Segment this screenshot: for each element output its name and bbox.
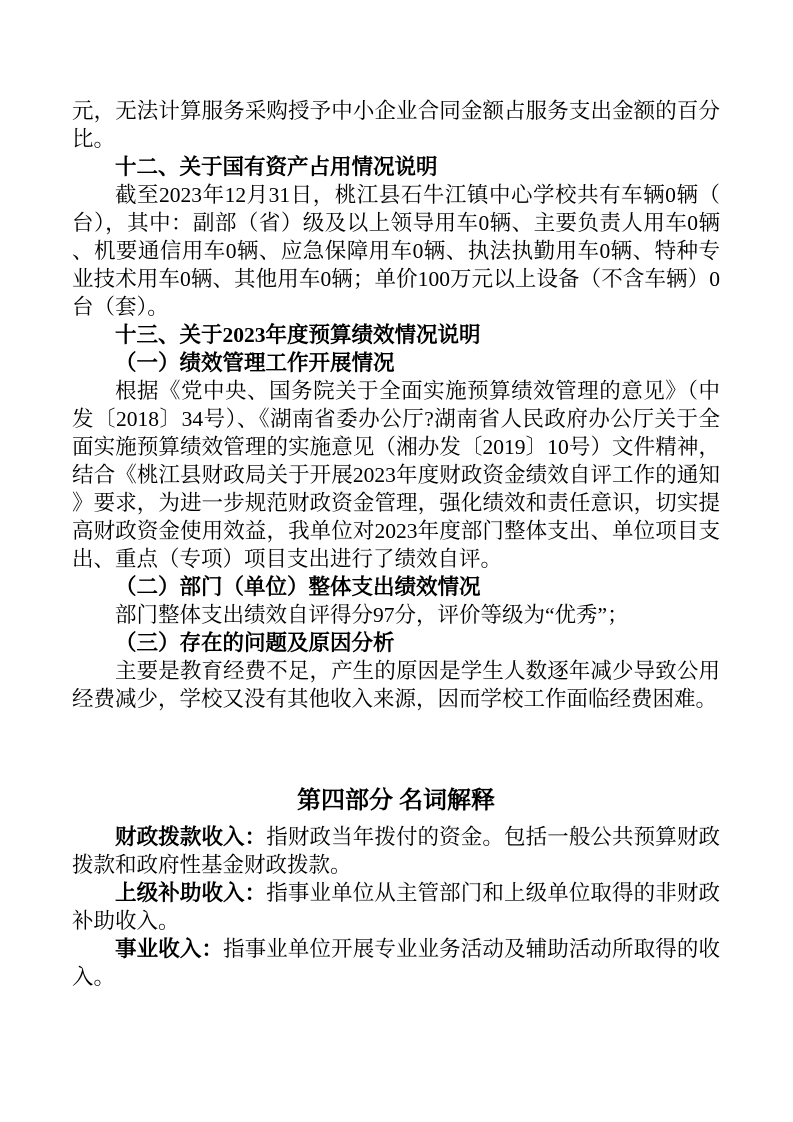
term-definition-operating-income (72, 935, 720, 991)
part-4-title: 第四部分 名词解释 (297, 788, 495, 814)
term-definition-text: 指事业单位从主管部门和上级单位取得的非财政补助收入。 (72, 881, 720, 933)
term-name: 事业收入： (115, 937, 224, 961)
term-definition-fiscal-appropriation (72, 823, 720, 879)
section-13-sub2-heading: （二）部门（单位）整体支出绩效情况 (115, 575, 481, 599)
part-4-section (72, 783, 720, 991)
paragraph-continuation: 元，无法计算服务采购授予中小企业合同金额占服务支出金额的百分比。 (72, 99, 720, 151)
term-definition-text: 指事业单位开展专业业务活动及辅助活动所取得的收入。 (72, 937, 720, 989)
term-definition-text: 指财政当年拨付的资金。包括一般公共预算财政拨款和政府性基金财政拨款。 (72, 825, 720, 877)
section-12-paragraph: 截至2023年12月31日，桃江县石牛江镇中心学校共有车辆0辆（台），其中：副部（省）级及以上领导用车0辆、主要负责人用车0辆、机要通信用车0辆、应急保障用车0辆、执法执勤用车0辆、特种专业技术用车0辆、其他用车0辆；单价100万元以上设备（不含车辆）0台（套）。 (72, 183, 720, 319)
section-12-heading: 十二、关于国有资产占用情况说明 (115, 155, 438, 179)
term-name: 财政拨款收入： (115, 825, 267, 849)
term-definition-superior-subsidy (72, 879, 720, 935)
term-name: 上级补助收入： (115, 881, 267, 905)
text-column (72, 97, 720, 991)
section-13-heading: 十三、关于2023年度预算绩效情况说明 (115, 323, 481, 347)
section-13-sub3-paragraph: 主要是教育经费不足，产生的原因是学生人数逐年减少导致公用经费减少，学校又没有其他收入来源，因而学校工作面临经费困难。 (72, 659, 720, 711)
section-13-sub1-heading: （一）绩效管理工作开展情况 (115, 351, 395, 375)
section-13-sub3-heading: （三）存在的问题及原因分析 (115, 631, 395, 655)
section-13-sub1-paragraph: 根据《党中央、国务院关于全面实施预算绩效管理的意见》（中发〔2018〕34号）、《湖南省委办公厅?湖南省人民政府办公厅关于全面实施预算绩效管理的实施意见（湘办发〔2019〕10号）文件精神，结合《桃江县财政局关于开展2023年度财政资金绩效自评工作的通知》要求，为进一步规范财政资金管理，强化绩效和责任意识，切实提高财政资金使用效益，我单位对2023年度部门整体支出、单位项目支出、重点（专项）项目支出进行了绩效自评。 (72, 379, 720, 571)
section-13-sub2-paragraph: 部门整体支出绩效自评得分97分，评价等级为“优秀”； (115, 603, 629, 627)
